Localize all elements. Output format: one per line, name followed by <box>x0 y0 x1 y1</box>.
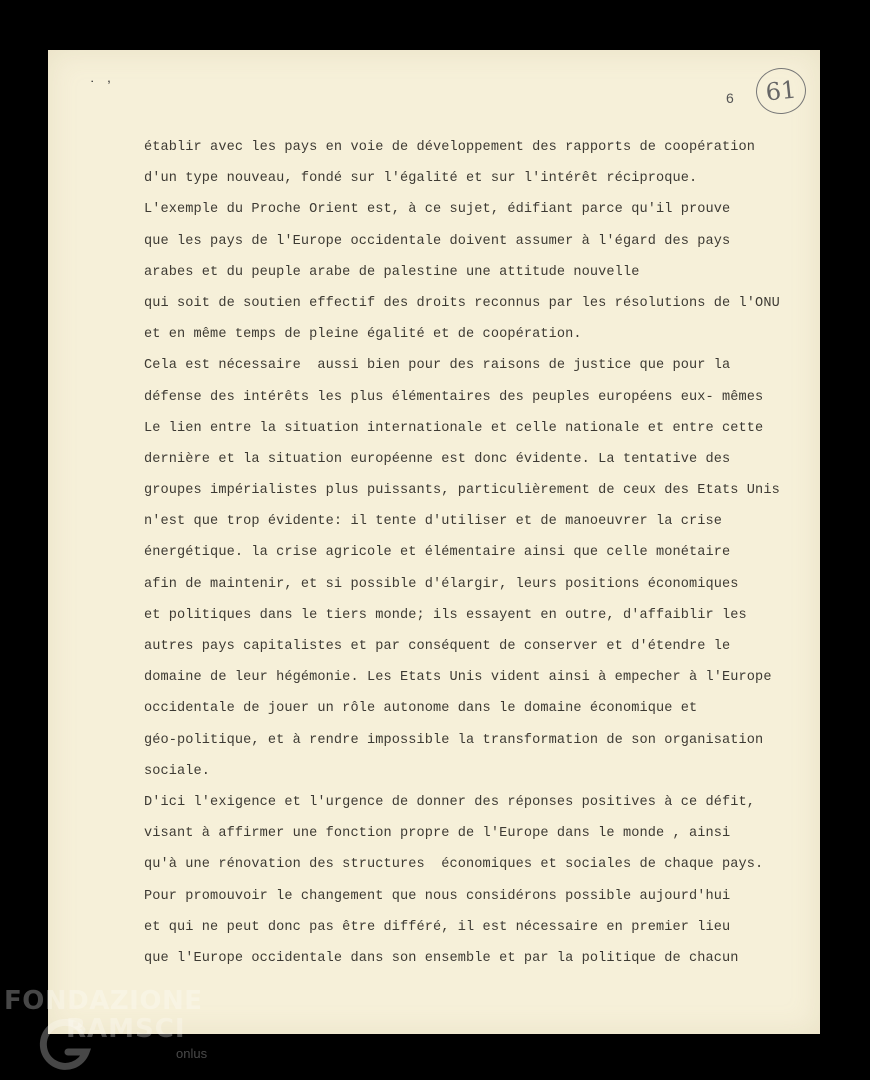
document-page <box>48 50 820 1034</box>
text-line: autres pays capitalistes et par conséquent de conserver et d'étendre le <box>144 639 731 654</box>
text-line: défense des intérêts les plus élémentaires des peuples européens eux- mêmes <box>144 389 764 405</box>
text-line: énergétique. la crise agricole et élémentaire ainsi que celle monétaire <box>144 545 731 561</box>
margin-marks: ˙ ʼ <box>88 80 114 96</box>
text-line: sociale. <box>144 763 211 779</box>
text-line: occidentale de jouer un rôle autonome dans le domaine économique et <box>144 701 698 717</box>
text-line: visant à affirmer une fonction propre de l'Europe dans le monde , ainsi <box>144 826 731 842</box>
page-number: 6 <box>726 90 734 106</box>
typed-text-body <box>144 132 814 974</box>
archive-number-stamp: 61 <box>754 66 809 117</box>
text-line: que les pays de l'Europe occidentale doivent assumer à l'égard des pays <box>144 233 731 249</box>
text-line: d'un type nouveau, fondé sur l'égalité et sur l'intérêt réciproque. <box>144 171 698 187</box>
text-line: Pour promouvoir le changement que nous considérons possible aujourd'hui <box>144 888 731 904</box>
text-line: et qui ne peut donc pas être différé, il est nécessaire en premier lieu <box>144 919 731 935</box>
text-line: qu'à une rénovation des structures économiques et sociales de chaque pays. <box>144 857 764 873</box>
text-line: D'ici l'exigence et l'urgence de donner des réponses positives à ce défit, <box>144 794 756 810</box>
text-line: établir avec les pays en voie de développement des rapports de coopération <box>144 140 756 155</box>
watermark-onlus: onlus <box>176 1046 208 1061</box>
text-line: que l'Europe occidentale dans son ensemble et par la politique de chacun <box>144 950 739 966</box>
text-line: domaine de leur hégémonie. Les Etats Unis vident ainsi à empecher à l'Europe <box>144 670 772 686</box>
fondazione-gramsci-watermark <box>4 986 234 1076</box>
text-line: géo-politique, et à rendre impossible la transformation de son organisation <box>144 732 764 748</box>
text-line: arabes et du peuple arabe de palestine une attitude nouvelle <box>144 264 640 280</box>
text-line: et en même temps de pleine égalité et de coopération. <box>144 327 582 343</box>
text-line: n'est que trop évidente: il tente d'utiliser et de manoeuvrer la crise <box>144 514 723 530</box>
text-line: Cela est nécessaire aussi bien pour des raisons de justice que pour la <box>144 358 731 374</box>
watermark-line-2: RAMSCI <box>66 1014 186 1044</box>
text-line: L'exemple du Proche Orient est, à ce sujet, édifiant parce qu'il prouve <box>144 202 731 218</box>
text-line: dernière et la situation européenne est donc évidente. La tentative des <box>144 451 731 467</box>
text-line: Le lien entre la situation internationale et celle nationale et entre cette <box>144 420 764 436</box>
text-line: qui soit de soutien effectif des droits reconnus par les résolutions de l'ONU <box>144 295 780 311</box>
text-line: afin de maintenir, et si possible d'élargir, leurs positions économiques <box>144 576 739 592</box>
watermark-line-1: FONDAZIONE <box>4 986 203 1016</box>
text-line: et politiques dans le tiers monde; ils essayent en outre, d'affaiblir les <box>144 607 747 623</box>
text-line: groupes impérialistes plus puissants, particulièrement de ceux des Etats Unis <box>144 483 780 499</box>
